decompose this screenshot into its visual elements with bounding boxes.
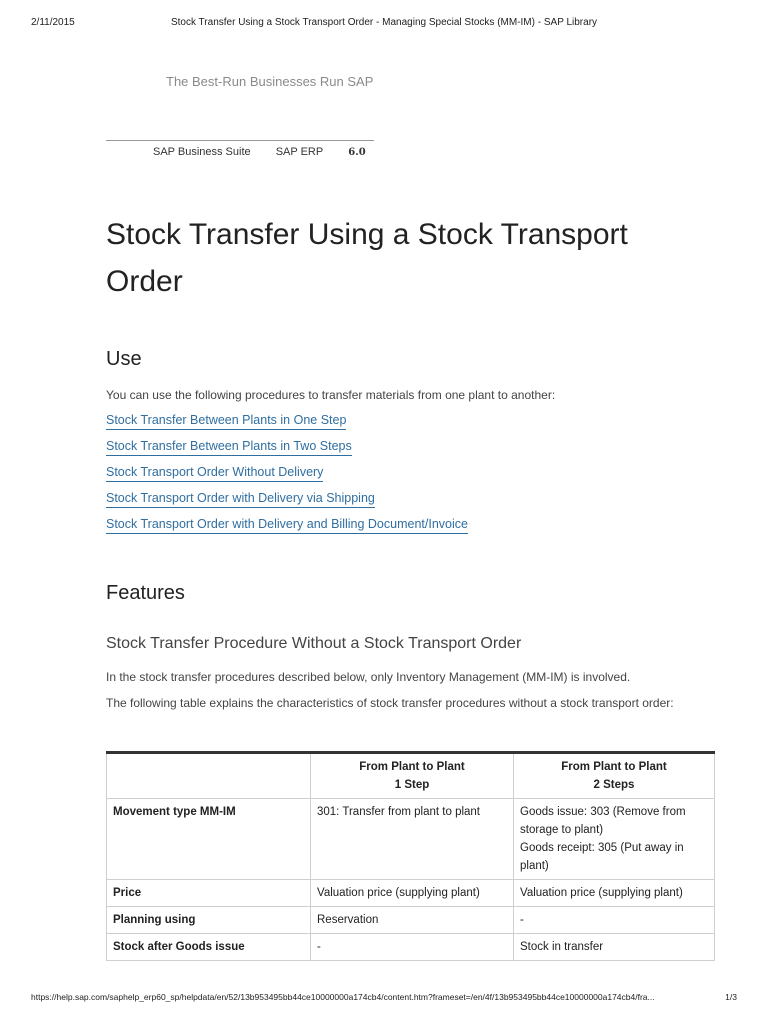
cell-text: 301: Transfer from plant to plant [317,806,481,818]
use-intro: You can use the following procedures to transfer materials from one plant to another: [106,388,556,402]
row-label: Stock after Goods issue [107,934,311,961]
breadcrumb-version: 6.0 [348,147,366,158]
table-cell [311,934,514,961]
features-para-table-intro: The following table explains the characteristics of stock transfer procedures without a stock transport order: [106,696,674,710]
features-para-mm-im: In the stock transfer procedures described below, only Inventory Management (MM-IM) is involved. [106,670,631,684]
features-heading: Features [106,582,185,604]
page-number: 1/3 [725,992,737,1002]
table-header-empty [107,753,311,799]
cell-text: Valuation price (supplying plant) [520,887,683,899]
row-label: Planning using [107,907,311,934]
table-row [107,934,715,961]
procedure-links [106,411,468,541]
list-item [106,515,468,541]
breadcrumb [153,146,366,158]
header-line: From Plant to Plant [359,761,465,773]
table-cell [514,799,715,880]
header-line: 2 Steps [593,779,635,791]
header-line: From Plant to Plant [561,761,667,773]
cell-text: Stock in transfer [520,941,604,953]
table-row [107,907,715,934]
cell-text: - [317,941,321,953]
procedure-table [106,751,715,961]
table-header-two-steps [514,753,715,799]
page-title: Stock Transfer Using a Stock Transport Order [106,218,628,298]
print-header [31,17,737,33]
cell-text: - [520,914,524,926]
table-row [107,880,715,907]
list-item [106,437,468,463]
table-cell [514,907,715,934]
features-subheading: Stock Transfer Procedure Without a Stock Transport Order [106,635,522,652]
link-sto-without-delivery[interactable]: Stock Transport Order Without Delivery [106,465,323,482]
sap-tagline: The Best-Run Businesses Run SAP [166,74,374,89]
cell-text: Goods receipt: 305 (Put away in plant) [520,842,684,872]
header-line: 1 Step [394,779,430,791]
list-item [106,489,468,515]
table-header-row [107,753,715,799]
row-label: Movement type MM-IM [107,799,311,880]
table-cell [514,880,715,907]
cell-text: Goods issue: 303 (Remove from storage to plant) [520,806,686,836]
table-cell [311,799,514,880]
table-row [107,799,715,880]
link-sto-delivery-shipping[interactable]: Stock Transport Order with Delivery via Shipping [106,491,375,508]
table-cell [311,907,514,934]
table-cell [514,934,715,961]
breadcrumb-product: SAP ERP [275,146,324,158]
list-item [106,411,468,437]
breadcrumb-divider [106,140,374,141]
link-two-steps[interactable]: Stock Transfer Between Plants in Two Steps [106,439,352,456]
print-footer [31,992,737,1008]
list-item [106,463,468,489]
link-sto-delivery-billing[interactable]: Stock Transport Order with Delivery and Billing Document/Invoice [106,517,468,534]
print-document-title: Stock Transfer Using a Stock Transport Order - Managing Special Stocks (MM-IM) - SAP Library [170,17,598,28]
cell-text: Valuation price (supplying plant) [317,887,480,899]
row-label: Price [107,880,311,907]
cell-text: Reservation [317,914,379,926]
print-url: https://help.sap.com/saphelp_erp60_sp/helpdata/en/52/13b953495bb44ce10000000a174cb4/content.htm?frameset=/en/4f/13b953495bb44ce10000000a174cb4/fra... [31,992,655,1002]
table-header-one-step [311,753,514,799]
print-date: 2/11/2015 [31,17,75,28]
breadcrumb-suite: SAP Business Suite [153,146,251,158]
use-heading: Use [106,348,142,370]
link-one-step[interactable]: Stock Transfer Between Plants in One Step [106,413,346,430]
table-cell [311,880,514,907]
